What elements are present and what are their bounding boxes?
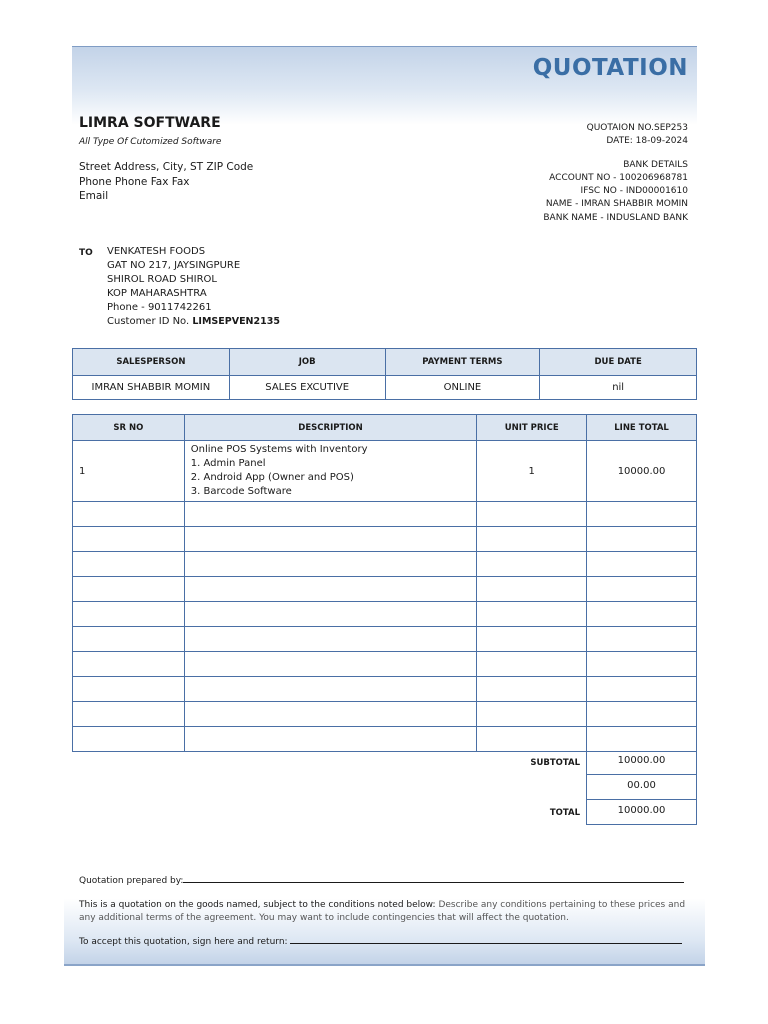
col-header-due-date: DUE DATE [540, 349, 697, 376]
bank-ifsc: IFSC NO - IND00001610 [580, 186, 688, 197]
table-row [73, 652, 697, 677]
total-label: TOTAL [549, 808, 580, 818]
company-address-block [79, 160, 253, 204]
job-table [72, 348, 697, 400]
accept-line [79, 937, 682, 947]
customer-id-label: Customer ID No. [107, 316, 193, 327]
col-header-line-total: LINE TOTAL [587, 415, 697, 441]
quote-date: DATE: 18-09-2024 [606, 136, 688, 147]
table-row [73, 527, 697, 552]
document-title: QUOTATION [532, 55, 688, 81]
prepared-by-line [79, 876, 684, 886]
table-row [73, 441, 697, 502]
terms-detail: Describe any conditions pertaining to these prices and any additional terms of the agreement. You may want to include contingencies that will affect the quotation. [79, 900, 686, 923]
table-row [73, 552, 697, 577]
company-tagline: All Type Of Cutomized Software [79, 137, 222, 147]
description-line: 2. Android App (Owner and POS) [190, 472, 354, 483]
accept-label: To accept this quotation, sign here and return: [79, 937, 291, 947]
subtotal-row [476, 750, 697, 775]
total-row [476, 800, 697, 825]
due-date-cell: nil [540, 376, 697, 400]
table-row [73, 727, 697, 752]
quote-number: QUOTAION NO.SEP253 [586, 123, 688, 133]
bank-account: ACCOUNT NO - 100206968781 [549, 172, 688, 183]
company-email: Email [79, 190, 109, 202]
subtotal-label: SUBTOTAL [530, 758, 580, 768]
job-table-row [73, 376, 697, 400]
bank-heading: BANK DETAILS [623, 159, 688, 170]
totals-block [476, 750, 697, 825]
tax-value: 00.00 [586, 775, 697, 800]
company-name: LIMRA SOFTWARE [79, 115, 221, 131]
description-line: Online POS Systems with Inventory [190, 444, 368, 455]
description-line: 3. Barcode Software [190, 486, 292, 497]
recipient-line: KOP MAHARASHTRA [107, 288, 207, 299]
job-table-header [73, 349, 697, 376]
table-row [73, 702, 697, 727]
job-cell: SALES EXCUTIVE [229, 376, 385, 400]
recipient-line: GAT NO 217, JAYSINGPURE [107, 260, 241, 271]
col-header-description: DESCRIPTION [184, 415, 477, 441]
total-value: 10000.00 [586, 800, 697, 825]
table-row [73, 677, 697, 702]
table-row [73, 577, 697, 602]
customer-id: LIMSEPVEN2135 [192, 316, 280, 327]
col-header-unit-price: UNIT PRICE [477, 415, 587, 441]
col-header-payment-terms: PAYMENT TERMS [385, 349, 540, 376]
recipient-line: VENKATESH FOODS [107, 246, 206, 257]
tax-row [476, 775, 697, 800]
sr-no-cell: 1 [73, 441, 185, 502]
terms-paragraph [79, 899, 689, 925]
payment-terms-cell: ONLINE [385, 376, 540, 400]
recipient-block [79, 245, 280, 329]
salesperson-cell: IMRAN SHABBIR MOMIN [73, 376, 230, 400]
prepared-by-signature-line [183, 882, 684, 883]
company-address: Street Address, City, ST ZIP Code [79, 161, 254, 173]
quote-info-block [543, 122, 688, 225]
items-table-header [73, 415, 697, 441]
company-phone-fax: Phone Phone Fax Fax [79, 175, 190, 188]
line-total-cell: 10000.00 [587, 441, 697, 502]
col-header-sr-no: SR NO [73, 415, 185, 441]
customer-id-line [107, 315, 280, 329]
bank-holder-name: NAME - IMRAN SHABBIR MOMIN [545, 199, 688, 210]
table-row [73, 602, 697, 627]
accept-signature-line [290, 943, 682, 944]
to-label: TO [79, 248, 93, 258]
subtotal-value: 10000.00 [586, 750, 697, 775]
items-table [72, 414, 697, 752]
terms-intro: This is a quotation on the goods named, subject to the conditions noted below: [79, 900, 439, 910]
prepared-by-label: Quotation prepared by: [79, 876, 184, 886]
table-row [73, 502, 697, 527]
col-header-salesperson: SALESPERSON [73, 349, 230, 376]
description-cell [184, 441, 477, 502]
table-row [73, 627, 697, 652]
recipient-line: Phone - 9011742261 [107, 302, 212, 313]
bank-name: BANK NAME - INDUSLAND BANK [543, 212, 688, 223]
unit-price-cell: 1 [477, 441, 587, 502]
col-header-job: JOB [229, 349, 385, 376]
recipient-line: SHIROL ROAD SHIROL [107, 274, 217, 285]
description-line: 1. Admin Panel [190, 458, 266, 469]
